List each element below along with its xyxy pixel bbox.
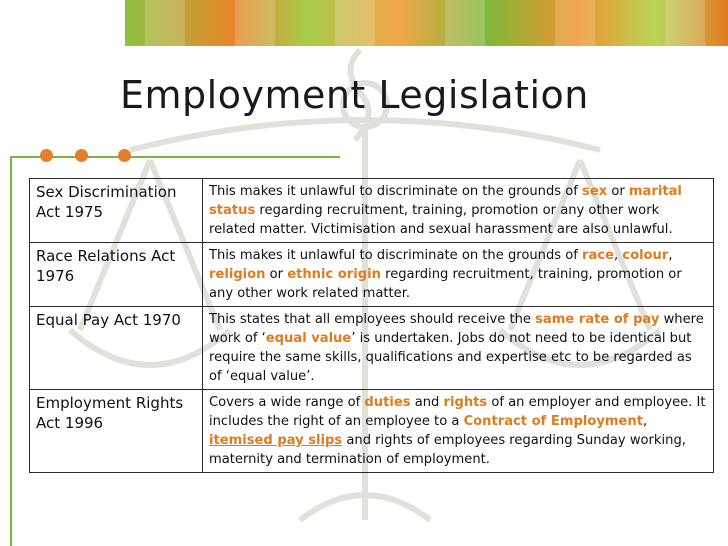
highlighted-term: duties [364, 395, 411, 410]
description-text: of an employer and employee. It includes the right of an employee to a [209, 395, 706, 429]
bullet-dot-icon [118, 149, 131, 162]
table-row [30, 390, 714, 473]
description-text: and [410, 395, 444, 410]
table-row [30, 307, 714, 390]
description-text: where work of ‘ [209, 312, 704, 346]
divider-line [10, 156, 340, 158]
description-text: regarding recruitment, training, promotion or any other work related matter. [209, 267, 682, 301]
highlighted-term: marital status [209, 184, 682, 218]
legislation-table [29, 178, 714, 473]
decorative-banner [125, 0, 728, 46]
highlighted-term: ethnic origin [287, 267, 381, 282]
highlighted-term: colour [622, 248, 669, 263]
act-name-cell: Equal Pay Act 1970 [30, 307, 203, 390]
description-text: This states that all employees should receive the [209, 312, 536, 327]
act-description-cell [203, 243, 714, 307]
act-name-cell: Sex Discrimination Act 1975 [30, 179, 203, 243]
highlighted-term: same rate of pay [535, 312, 660, 327]
bullet-dot-icon [40, 149, 53, 162]
description-text: or [607, 184, 629, 199]
description-text: Covers a wide range of [209, 395, 365, 410]
description-text: This makes it unlawful to discriminate on the grounds of [209, 248, 583, 263]
page-title: Employment Legislation [120, 73, 589, 117]
act-name-cell: Race Relations Act 1976 [30, 243, 203, 307]
highlighted-term: sex [582, 184, 608, 199]
description-text: , [613, 248, 623, 263]
act-description-cell [203, 307, 714, 390]
highlighted-term: itemised pay slips [209, 433, 343, 448]
description-text: and rights of employees regarding Sunday working, maternity and termination of employment. [209, 433, 686, 467]
description-text: , [668, 248, 673, 263]
highlighted-term: Contract of Employment [463, 414, 643, 429]
act-description-cell [203, 390, 714, 473]
bullet-dot-icon [75, 149, 88, 162]
description-text: , [642, 414, 648, 429]
highlighted-term: race [582, 248, 614, 263]
highlighted-term: rights [443, 395, 488, 410]
description-text: regarding recruitment, training, promotion or any other work related matter. Victimisation and sexual harassment are also unlawful. [209, 203, 673, 237]
table-row [30, 243, 714, 307]
act-name-cell: Employment Rights Act 1996 [30, 390, 203, 473]
table-row [30, 179, 714, 243]
act-description-cell [203, 179, 714, 243]
description-text: or [265, 267, 288, 282]
description-text: This makes it unlawful to discriminate on the grounds of [209, 184, 583, 199]
highlighted-term: equal value [265, 331, 352, 346]
description-text: ’ is undertaken. Jobs do not need to be identical but require the same skills, qualifications and expertise etc to be regarded as of ‘equal value’. [209, 331, 692, 384]
highlighted-term: religion [209, 267, 266, 282]
left-border-line [10, 156, 12, 546]
